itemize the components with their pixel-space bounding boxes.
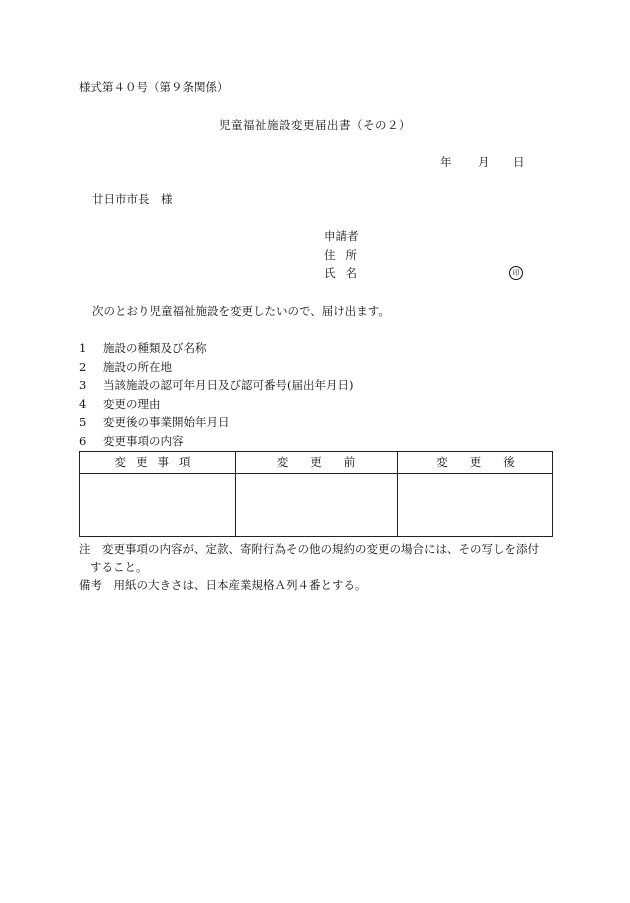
item-number: 4	[79, 396, 87, 411]
note-line-1: 注 変更事項の内容が、定款、寄附行為その他の規約の変更の場合には、その写しを添付	[79, 542, 539, 556]
item-number: 2	[79, 359, 87, 374]
item-number: 5	[79, 415, 87, 430]
date-year-label: 年	[440, 155, 452, 169]
document-title: 児童福祉施設変更届出書（その２）	[219, 118, 411, 132]
item-label: 施設の種類及び名称	[103, 341, 207, 355]
header-before-change: 変更前	[276, 455, 378, 469]
item-number: 6	[79, 433, 87, 448]
note-line-2: すること。	[90, 560, 148, 574]
form-number: 様式第４０号（第９条関係）	[79, 80, 229, 94]
item-number: 3	[79, 378, 87, 393]
date-month-label: 月	[478, 155, 490, 169]
header-change-item: 変更事項	[114, 455, 201, 469]
item-label: 当該施設の認可年月日及び認可番号(届出年月日)	[103, 378, 354, 393]
item-label: 変更の理由	[103, 396, 161, 411]
remark-line: 備考 用紙の大きさは、日本産業規格Ａ列４番とする。	[79, 578, 367, 592]
intro-text: 次のとおり児童福祉施設を変更したいので、届け出ます。	[92, 304, 390, 318]
item-label: 変更後の事業開始年月日	[103, 415, 230, 430]
item-list	[79, 343, 353, 455]
seal-icon: 印	[509, 266, 523, 280]
name-label: 氏名	[324, 266, 367, 280]
address-label: 住所	[324, 248, 367, 262]
item-number: 1	[79, 341, 87, 355]
list-item	[79, 380, 353, 399]
item-label: 変更事項の内容	[103, 433, 184, 448]
header-after-change: 変更後	[436, 455, 537, 469]
change-details-table	[79, 451, 553, 537]
list-item	[79, 343, 353, 362]
applicant-heading: 申請者	[324, 229, 359, 243]
date-day-label: 日	[513, 155, 525, 169]
addressee: 廿日市市長 様	[92, 192, 173, 206]
item-label: 施設の所在地	[103, 359, 172, 374]
